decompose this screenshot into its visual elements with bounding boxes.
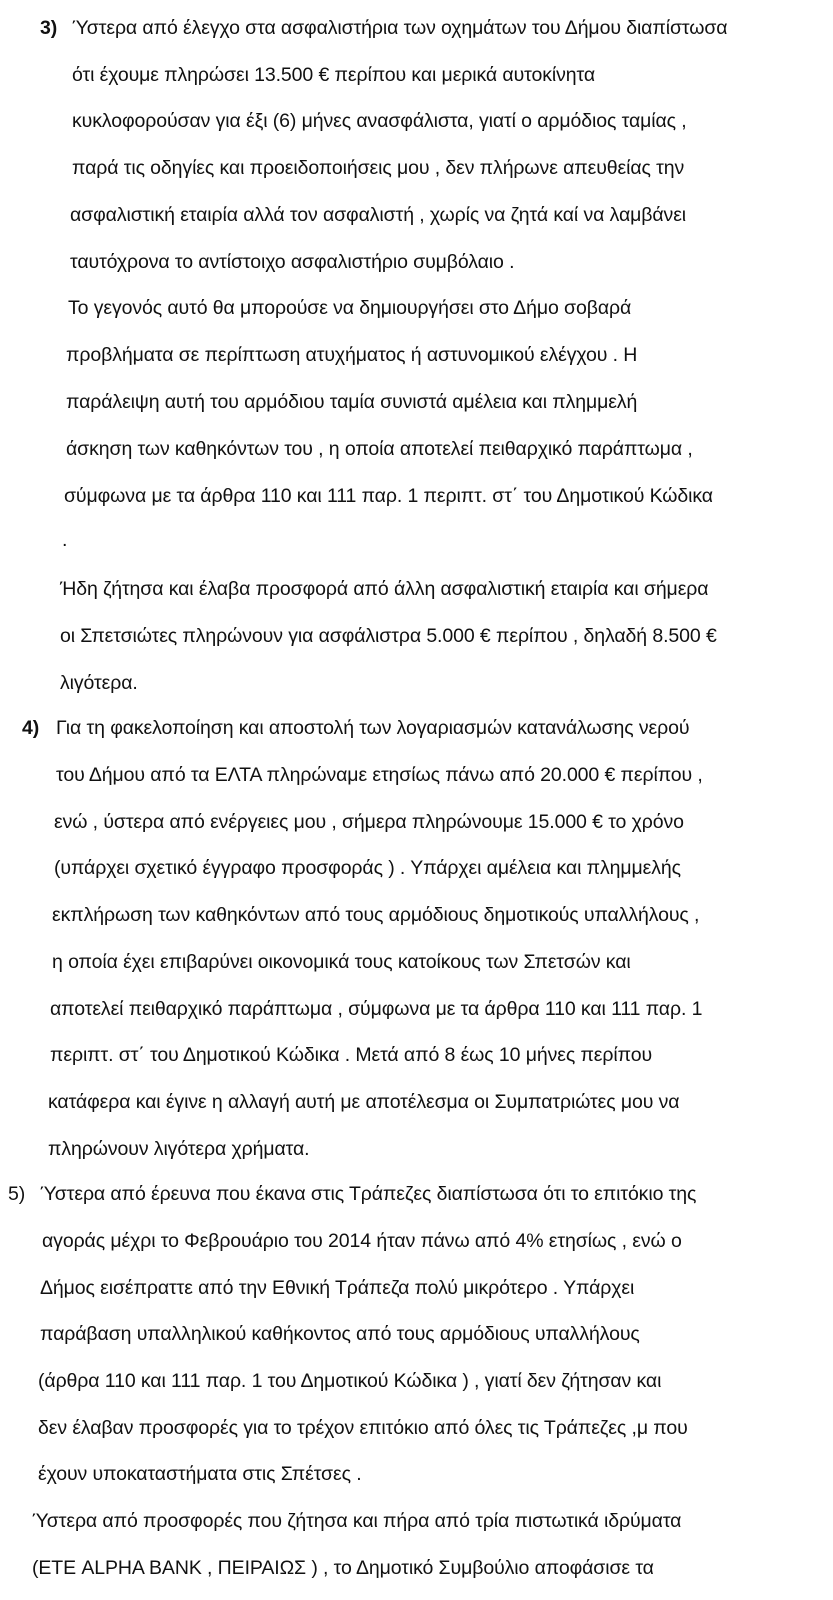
item-5-line-5: (άρθρα 110 και 111 παρ. 1 του Δημοτικού Κώδικα ) , γιατί δεν ζήτησαν και bbox=[38, 1370, 662, 1392]
item-3-line-12: . bbox=[62, 529, 68, 551]
item-5-line-2: αγοράς μέχρι το Φεβρουάριο του 2014 ήταν πάνω από 4% ετησίως , ενώ ο bbox=[42, 1230, 682, 1252]
item-5-number: 5) bbox=[8, 1183, 26, 1205]
item-3-line-4: παρά τις οδηγίες και προειδοποιήσεις μου , δεν πλήρωνε απευθείας την bbox=[72, 157, 685, 179]
item-3-line-9: παράλειψη αυτή του αρμόδιου ταμία συνιστά αμέλεια και πλημμελή bbox=[66, 391, 638, 413]
item-3-number: 3) bbox=[40, 17, 58, 39]
item-4-line-2: του Δήμου από τα ΕΛΤΑ πληρώναμε ετησίως πάνω από 20.000 € περίπου , bbox=[56, 764, 703, 786]
item-3-line-11: σύμφωνα με τα άρθρα 110 και 111 παρ. 1 περιπτ. στ΄ του Δημοτικού Κώδικα bbox=[64, 485, 713, 507]
item-3-line-14: οι Σπετσιώτες πληρώνουν για ασφάλιστρα 5.000 € περίπου , δηλαδή 8.500 € bbox=[60, 625, 717, 647]
item-4-line-9: κατάφερα και έγινε η αλλαγή αυτή με αποτέλεσμα οι Συμπατριώτες μου να bbox=[48, 1091, 680, 1113]
item-5-line-4: παράβαση υπαλληλικού καθήκοντος από τους αρμόδιους υπαλλήλους bbox=[40, 1323, 640, 1345]
item-5-line-8: Ύστερα από προσφορές που ζήτησα και πήρα από τρία πιστωτικά ιδρύματα bbox=[32, 1510, 682, 1532]
item-5-line-6: δεν έλαβαν προσφορές για το τρέχον επιτόκιο από όλες τις Τράπεζες ,μ που bbox=[38, 1417, 688, 1439]
item-4-line-7: αποτελεί πειθαρχικό παράπτωμα , σύμφωνα με τα άρθρα 110 και 111 παρ. 1 bbox=[50, 998, 703, 1020]
item-4-line-10: πληρώνουν λιγότερα χρήματα. bbox=[48, 1138, 310, 1160]
item-4-line-3: ενώ , ύστερα από ενέργειες μου , σήμερα πληρώνουμε 15.000 € το χρόνο bbox=[54, 811, 684, 833]
item-3-line-2: ότι έχουμε πληρώσει 13.500 € περίπου και μερικά αυτοκίνητα bbox=[72, 64, 596, 86]
item-4-line-4: (υπάρχει σχετικό έγγραφο προσφοράς ) . Υπάρχει αμέλεια και πλημμελής bbox=[54, 857, 681, 879]
item-3-line-10: άσκηση των καθηκόντων του , η οποία αποτελεί πειθαρχικό παράπτωμα , bbox=[66, 438, 693, 460]
item-3-line-13: Ήδη ζήτησα και έλαβα προσφορά από άλλη ασφαλιστική εταιρία και σήμερα bbox=[60, 578, 709, 600]
item-3-line-3: κυκλοφορούσαν για έξι (6) μήνες ανασφάλιστα, γιατί ο αρμόδιος ταμίας , bbox=[72, 110, 687, 132]
item-3-line-6: ταυτόχρονα το αντίστοιχο ασφαλιστήριο συμβόλαιο . bbox=[70, 251, 515, 273]
item-3-line-1: Ύστερα από έλεγχο στα ασφαλιστήρια των οχημάτων του Δήμου διαπίστωσα bbox=[72, 17, 728, 39]
item-3-line-5: ασφαλιστική εταιρία αλλά τον ασφαλιστή , χωρίς να ζητά καί να λαμβάνει bbox=[70, 204, 687, 226]
item-5-line-9: (ΕΤΕ ALPHA BANK , ΠΕΙΡΑΙΩΣ ) , το Δημοτικό Συμβούλιο αποφάσισε τα bbox=[32, 1557, 654, 1579]
item-5-line-3: Δήμος εισέπραττε από την Εθνική Τράπεζα πολύ μικρότερο . Υπάρχει bbox=[40, 1277, 635, 1299]
item-4-line-5: εκπλήρωση των καθηκόντων από τους αρμόδιους δημοτικούς υπαλλήλους , bbox=[52, 904, 700, 926]
item-3-line-7: Το γεγονός αυτό θα μπορούσε να δημιουργήσει στο Δήμο σοβαρά bbox=[68, 297, 632, 319]
item-5-line-7: έχουν υποκαταστήματα στις Σπέτσες . bbox=[38, 1463, 362, 1485]
item-3-line-8: προβλήματα σε περίπτωση ατυχήματος ή αστυνομικού ελέγχου . Η bbox=[66, 344, 638, 366]
item-4-line-8: περιπτ. στ΄ του Δημοτικού Κώδικα . Μετά από 8 έως 10 μήνες περίπου bbox=[50, 1044, 653, 1066]
item-4-number: 4) bbox=[22, 717, 40, 739]
item-3-line-15: λιγότερα. bbox=[60, 672, 138, 694]
item-5-line-1: Ύστερα από έρευνα που έκανα στις Τράπεζες διαπίστωσα ότι το επιτόκιο της bbox=[40, 1183, 697, 1205]
item-4-line-1: Για τη φακελοποίηση και αποστολή των λογαριασμών κατανάλωσης νερού bbox=[56, 717, 690, 739]
item-4-line-6: η οποία έχει επιβαρύνει οικονομικά τους κατοίκους των Σπετσών και bbox=[52, 951, 631, 973]
